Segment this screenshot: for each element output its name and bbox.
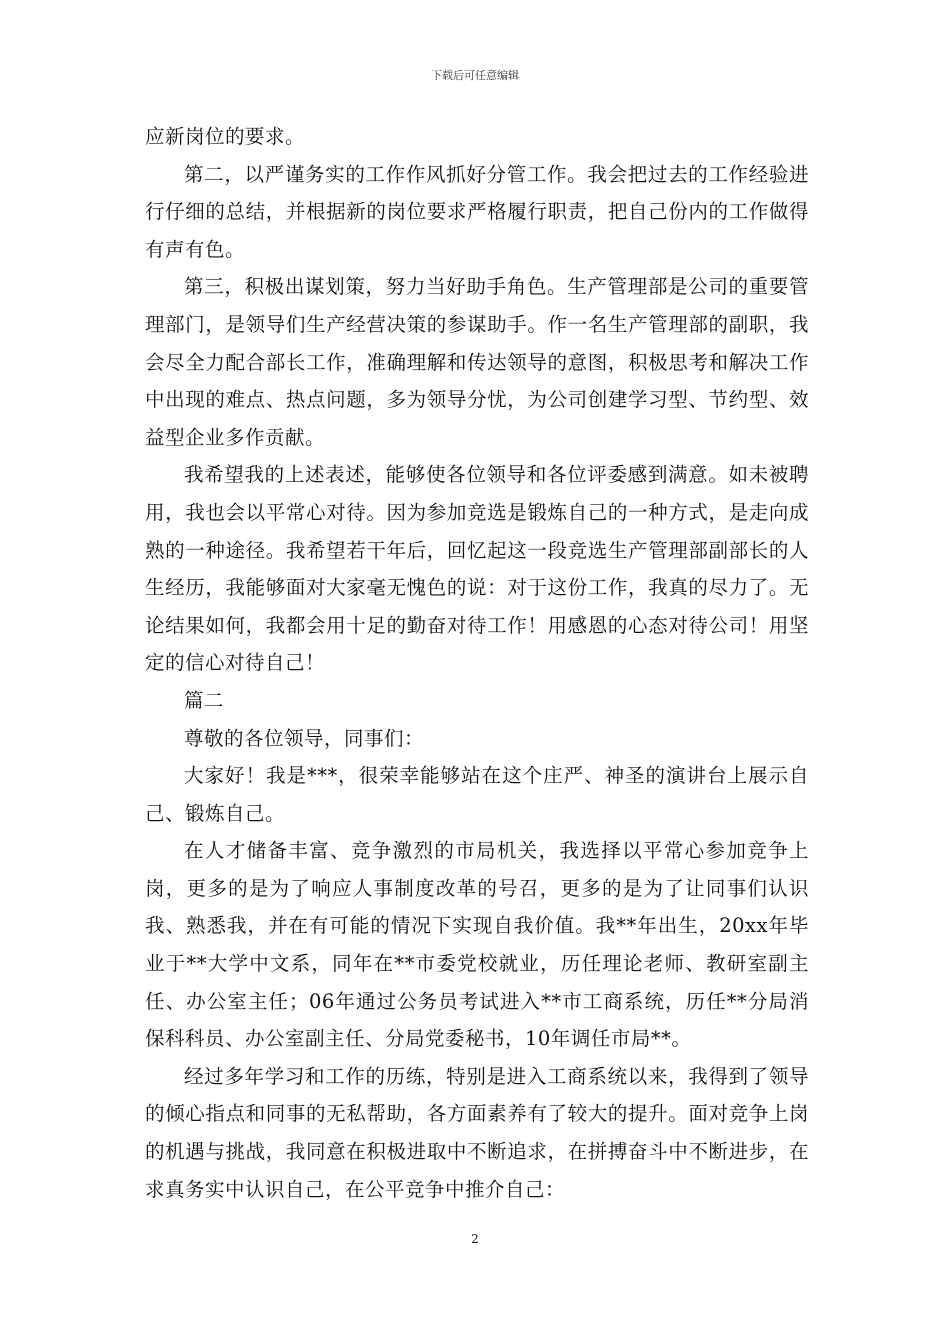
- document-body: [145, 118, 809, 1208]
- paragraph: 应新岗位的要求。: [145, 125, 306, 148]
- page-number: 2: [471, 1232, 479, 1246]
- paragraph: 大家好！我是***，很荣幸能够站在这个庄严、神圣的演讲台上展示自己、锻炼自己。: [145, 764, 809, 825]
- paragraph: 我希望我的上述表述，能够使各位领导和各位评委感到满意。如未被聘用，我也会以平常心对待。因为参加竞选是锻炼自己的一种方式，是走向成熟的一种途径。我希望若干年后，回忆起这一段竞选生产管理部副部长的人生经历，我能够面对大家毫无愧色的说：对于这份工作，我真的尽力了。无论结果如何，我都会用十足的勤奋对待工作！用感恩的心态对待公司！用坚定的信心对待自己！: [145, 463, 809, 675]
- paragraph: 第二，以严谨务实的工作作风抓好分管工作。我会把过去的工作经验进行仔细的总结，并根据新的岗位要求严格履行职责，把自己份内的工作做得有声有色。: [145, 162, 809, 261]
- page-header: 下载后可任意编辑: [431, 69, 519, 82]
- section-heading: 篇二: [184, 688, 225, 712]
- paragraph: 在人才储备丰富、竞争激烈的市局机关，我选择以平常心参加竞争上岗，更多的是为了响应人事制度改革的号召，更多的是为了让同事们认识我、熟悉我，并在有可能的情况下实现自我价值。我**年出生，20xx年毕业于**大学中文系，同年在**市委党校就业，历任理论老师、教研室副主任、办公室主任；06年通过公务员考试进入**市工商系统，历任**分局消保科科员、办公室副主任、分局党委秘书，10年调任市局**。: [145, 839, 809, 1051]
- salutation: 尊敬的各位领导，同事们：: [184, 726, 425, 750]
- paragraph: 经过多年学习和工作的历练，特别是进入工商系统以来，我得到了领导的倾心指点和同事的无私帮助，各方面素养有了较大的提升。面对竞争上岗的机遇与挑战，我同意在积极进取中不断追求，在拼搏奋斗中不断进步，在求真务实中认识自己，在公平竞争中推介自己：: [145, 1064, 809, 1201]
- paragraph: 第三，积极出谋划策，努力当好助手角色。生产管理部是公司的重要管理部门，是领导们生产经营决策的参谋助手。作一名生产管理部的副职，我会尽全力配合部长工作，准确理解和传达领导的意图，积极思考和解决工作中出现的难点、热点问题，多为领导分忧，为公司创建学习型、节约型、效益型企业多作贡献。: [145, 275, 809, 449]
